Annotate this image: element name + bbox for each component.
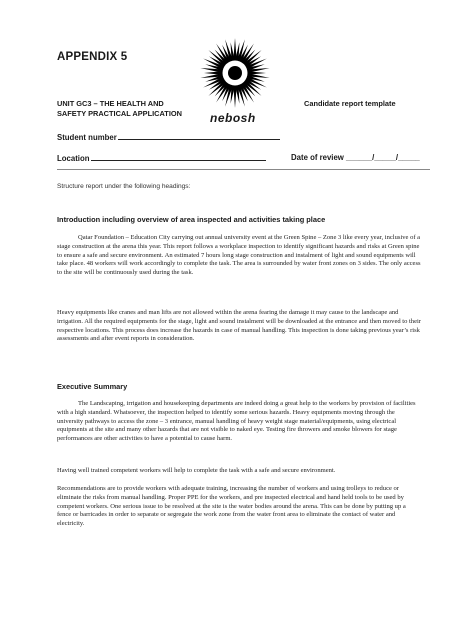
divider [57, 169, 430, 170]
student-number-line[interactable] [118, 132, 280, 140]
executive-summary-paragraph-2: Having well trained competent workers will help to complete the task with a safe and secure environment. [57, 467, 336, 474]
unit-title-line-1: UNIT GC3 – THE HEALTH AND [57, 99, 164, 108]
location-field[interactable] [57, 153, 266, 163]
intro-paragraph-1: Qatar Foundation – Education City carrying out annual university event at the Green Spine – Zone 3 like every year, inclusive of a stage construction at the arena this year. This report follows a workplace inspection to identify significant hazards and risks at Green spine to ensure a safe and secure environment. An estimated 7 hours long stage construction and instalment of light and sound equipments will take place. 48 workers will work accordingly to complete the task. The area is surrounded by water front zones on 3 sides. The only access to the site will be continuously used during the task. [57, 234, 421, 276]
unit-title-line-2: SAFETY PRACTICAL APPLICATION [57, 109, 182, 118]
intro-heading: Introduction including overview of area inspected and activities taking place [57, 215, 326, 224]
executive-summary-paragraph-3: Recommendations are to provide workers with adequate training, increasing the number of workers and using trolleys to reduce or eliminate the risks from manual handling. Proper PPE for the workers, and pre inspected electrical and hand held tools to be used by competent workers. One serious issue to be resolved at the site is the water bodies around the arena. This can be done by putting up a fence or barricades in order to separate or segregate the work zone from the water front area to eliminate the contact of water and electricity. [57, 485, 406, 527]
executive-summary-paragraph-1: The Landscaping, irrigation and housekeeping departments are indeed doing a great help to the workers by provision of facilities with a high standard. Whatsoever, the inspection helped to identify some serious hazards. Heavy equipments moving through the university pathways to access the zone – 3 entrance, manual handling of heavy weight stage material/equipments, using electrical equipments at the site and many other hazards that are not visible to naked eye. Testing fire throwers and smoke blowers for stage performances are other activities to have a potential to cause harm. [57, 400, 416, 442]
student-number-field[interactable] [57, 132, 280, 142]
student-number-label: Student number [57, 133, 117, 142]
intro-paragraph-2: Heavy equipments like cranes and man lifts are not allowed within the arena fearing the damage it may cause to the landscape and irrigation. All the required equipments for the stage, light and sound instalment will be downloaded at the entrance and then moved to their respective locations. This process does increase the hazards in case of manual handling. This inspection is done taking previous year’s risk assessments and after event reports in consideration. [57, 309, 421, 343]
date-of-review-blanks[interactable]: ______/_____/_____ [346, 153, 420, 162]
logo-wordmark: nebosh [210, 111, 256, 125]
date-of-review-label: Date of review [291, 153, 344, 162]
appendix-title: APPENDIX 5 [57, 51, 128, 63]
unit-title [57, 99, 182, 119]
date-of-review-field[interactable] [291, 153, 420, 162]
structure-instruction: Structure report under the following headings: [57, 183, 191, 190]
nebosh-logo-icon [196, 34, 274, 112]
location-label: Location [57, 154, 90, 163]
executive-summary-heading: Executive Summary [57, 382, 128, 391]
location-line[interactable] [91, 153, 266, 161]
template-label: Candidate report template [304, 99, 396, 108]
